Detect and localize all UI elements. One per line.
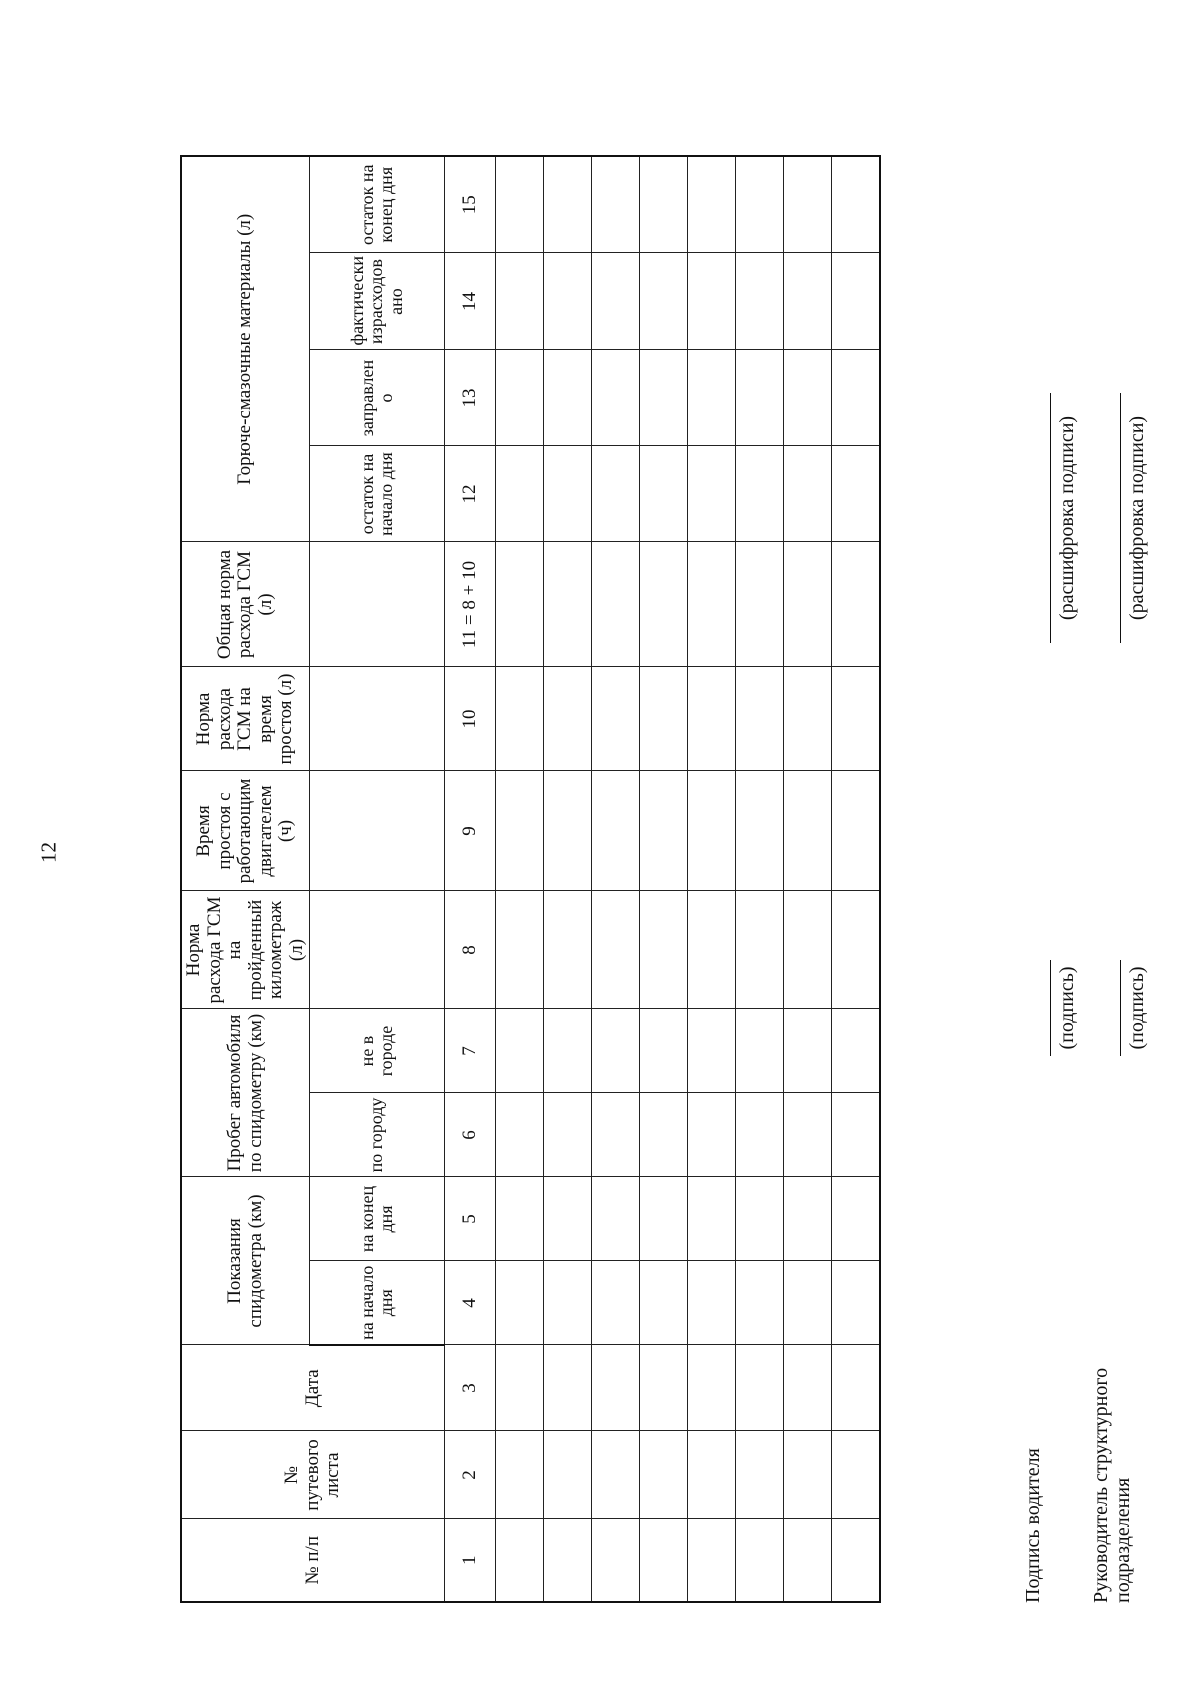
table-cell[interactable] xyxy=(736,350,784,446)
header-odometer: Показания спидометра (км) xyxy=(181,1177,310,1345)
table-cell[interactable] xyxy=(736,253,784,350)
head-decoding-caption: (расшифровка подписи) xyxy=(1126,415,1148,621)
table-row xyxy=(592,156,640,1602)
table-cell[interactable] xyxy=(640,253,688,350)
table-cell[interactable] xyxy=(736,771,784,891)
column-number: 6 xyxy=(445,1093,496,1177)
table-cell[interactable] xyxy=(736,1177,784,1261)
column-number: 7 xyxy=(445,1009,496,1093)
table-body xyxy=(445,156,881,1602)
table-cell[interactable] xyxy=(544,350,592,446)
fuel-log-table xyxy=(180,155,881,1603)
column-number: 1 xyxy=(445,1519,496,1602)
table-row xyxy=(688,156,736,1602)
table-cell[interactable] xyxy=(640,542,688,667)
table-cell[interactable] xyxy=(784,1093,832,1177)
table-cell[interactable] xyxy=(592,1093,640,1177)
table-cell[interactable] xyxy=(832,1345,881,1431)
column-number: 11 = 8 + 10 xyxy=(445,542,496,667)
table-cell[interactable] xyxy=(784,350,832,446)
column-number: 14 xyxy=(445,253,496,350)
table-cell[interactable] xyxy=(784,771,832,891)
table-cell[interactable] xyxy=(688,1431,736,1519)
table-cell[interactable] xyxy=(544,891,592,1009)
table-cell[interactable] xyxy=(640,446,688,542)
column-number: 2 xyxy=(445,1431,496,1519)
table-cell[interactable] xyxy=(496,1177,544,1261)
table-cell[interactable] xyxy=(640,1431,688,1519)
table-cell[interactable] xyxy=(784,542,832,667)
head-signature-line[interactable] xyxy=(1120,960,1121,1056)
column-number: 3 xyxy=(445,1345,496,1431)
column-number: 13 xyxy=(445,350,496,446)
table-cell[interactable] xyxy=(736,1345,784,1431)
table-cell[interactable] xyxy=(832,1431,881,1519)
table-cell[interactable] xyxy=(640,1261,688,1345)
table-cell[interactable] xyxy=(496,446,544,542)
table-cell[interactable] xyxy=(736,1519,784,1602)
table-cell[interactable] xyxy=(832,542,881,667)
table-cell[interactable] xyxy=(736,1009,784,1093)
header-mileage: Пробег автомобиля по спидометру (км) xyxy=(181,1009,310,1177)
header-fuel-start: остаток на начало дня xyxy=(310,446,445,542)
column-number: 12 xyxy=(445,446,496,542)
table-cell[interactable] xyxy=(832,891,881,1009)
column-number: 15 xyxy=(445,156,496,253)
table-cell[interactable] xyxy=(784,253,832,350)
table-cell[interactable] xyxy=(544,1519,592,1602)
table-cell[interactable] xyxy=(688,446,736,542)
table-cell[interactable] xyxy=(784,446,832,542)
table-cell[interactable] xyxy=(736,446,784,542)
table-row xyxy=(640,156,688,1602)
table-cell[interactable] xyxy=(832,1177,881,1261)
table-cell[interactable] xyxy=(496,253,544,350)
table-cell[interactable] xyxy=(784,1177,832,1261)
header-fuel-end: остаток на конец дня xyxy=(310,156,445,253)
table-cell[interactable] xyxy=(592,350,640,446)
table-cell[interactable] xyxy=(832,1261,881,1345)
header-odometer-end: на конец дня xyxy=(310,1177,445,1261)
header-mileage-outside: не в городе xyxy=(310,1009,445,1093)
table-cell[interactable] xyxy=(640,350,688,446)
table-cell[interactable] xyxy=(544,1261,592,1345)
table-cell[interactable] xyxy=(592,1009,640,1093)
table-cell[interactable] xyxy=(736,1261,784,1345)
table-cell[interactable] xyxy=(592,1177,640,1261)
table-cell[interactable] xyxy=(688,1009,736,1093)
table-cell[interactable] xyxy=(688,1261,736,1345)
header-total-norm: Общая норма расхода ГСМ (л) xyxy=(181,542,310,667)
header-mileage-city: по городу xyxy=(310,1093,445,1177)
table-cell[interactable] xyxy=(640,1009,688,1093)
header-norm-km: Норма расхода ГСМ на пройденный километраж (л) xyxy=(181,891,310,1009)
table-cell[interactable] xyxy=(784,1519,832,1602)
table-cell[interactable] xyxy=(784,156,832,253)
table-cell[interactable] xyxy=(640,1519,688,1602)
table-cell[interactable] xyxy=(592,253,640,350)
table-row xyxy=(496,156,544,1602)
table-cell[interactable] xyxy=(592,667,640,771)
table-cell[interactable] xyxy=(688,350,736,446)
table-cell[interactable] xyxy=(688,891,736,1009)
driver-signature-label: Подпись водителя xyxy=(1022,1448,1044,1603)
table-cell[interactable] xyxy=(640,156,688,253)
table-cell[interactable] xyxy=(592,542,640,667)
table-cell[interactable] xyxy=(496,1261,544,1345)
column-number-row xyxy=(445,156,496,1602)
driver-signature-caption: (подпись) xyxy=(1056,966,1078,1050)
head-signature-caption: (подпись) xyxy=(1126,966,1148,1050)
table-cell[interactable] xyxy=(592,891,640,1009)
head-signature-label: Руководитель структурного подразделения xyxy=(1090,1367,1134,1603)
table-cell[interactable] xyxy=(688,542,736,667)
header-num: № п/п xyxy=(181,1519,445,1602)
driver-signature-line[interactable] xyxy=(1050,960,1051,1056)
table-cell[interactable] xyxy=(544,667,592,771)
driver-decoding-caption: (расшифровка подписи) xyxy=(1056,415,1078,621)
table-cell[interactable] xyxy=(688,1177,736,1261)
table-cell[interactable] xyxy=(640,771,688,891)
table-cell[interactable] xyxy=(688,667,736,771)
column-number: 9 xyxy=(445,771,496,891)
table-cell[interactable] xyxy=(592,1261,640,1345)
table-cell[interactable] xyxy=(832,1009,881,1093)
header-fuel: Горюче-смазочные материалы (л) xyxy=(181,156,310,542)
table-cell[interactable] xyxy=(496,891,544,1009)
table-cell[interactable] xyxy=(832,1093,881,1177)
table-cell[interactable] xyxy=(496,1345,544,1431)
rotated-sheet xyxy=(90,118,1200,1648)
table-cell[interactable] xyxy=(832,350,881,446)
table-cell[interactable] xyxy=(496,1431,544,1519)
header-waybill: № путевого листа xyxy=(181,1431,445,1519)
column-number: 8 xyxy=(445,891,496,1009)
table-cell[interactable] xyxy=(496,1009,544,1093)
table-cell[interactable] xyxy=(496,667,544,771)
table-cell[interactable] xyxy=(496,156,544,253)
table-cell[interactable] xyxy=(544,1009,592,1093)
table-cell[interactable] xyxy=(640,1177,688,1261)
table-cell[interactable] xyxy=(544,156,592,253)
table-cell[interactable] xyxy=(544,446,592,542)
table-cell[interactable] xyxy=(640,667,688,771)
table-cell[interactable] xyxy=(640,1093,688,1177)
header-date: Дата xyxy=(181,1345,445,1431)
header-idle-time-empty xyxy=(310,771,445,891)
table-cell[interactable] xyxy=(496,1093,544,1177)
table-cell[interactable] xyxy=(736,891,784,1009)
header-norm-idle: Норма расхода ГСМ на время простоя (л) xyxy=(181,667,310,771)
header-norm-km-empty xyxy=(310,891,445,1009)
table-cell[interactable] xyxy=(544,1345,592,1431)
table-cell[interactable] xyxy=(688,771,736,891)
table-cell[interactable] xyxy=(592,771,640,891)
table-cell[interactable] xyxy=(544,771,592,891)
table-cell[interactable] xyxy=(688,253,736,350)
table-cell[interactable] xyxy=(688,1519,736,1602)
header-total-norm-empty xyxy=(310,542,445,667)
table-cell[interactable] xyxy=(784,1431,832,1519)
table-cell[interactable] xyxy=(544,253,592,350)
table-cell[interactable] xyxy=(592,1345,640,1431)
header-odometer-start: на начало дня xyxy=(310,1261,445,1345)
table-cell[interactable] xyxy=(592,1519,640,1602)
header-fuel-used: фактически израсходов ано xyxy=(310,253,445,350)
driver-decoding-line[interactable] xyxy=(1050,393,1051,643)
table-cell[interactable] xyxy=(832,446,881,542)
table-cell[interactable] xyxy=(544,1093,592,1177)
table-row xyxy=(784,156,832,1602)
table-cell[interactable] xyxy=(544,1177,592,1261)
table-cell[interactable] xyxy=(496,350,544,446)
table-cell[interactable] xyxy=(688,1345,736,1431)
table-cell[interactable] xyxy=(784,667,832,771)
table-cell[interactable] xyxy=(592,1431,640,1519)
table-cell[interactable] xyxy=(832,667,881,771)
table-cell[interactable] xyxy=(832,253,881,350)
table-row xyxy=(832,156,881,1602)
table-cell[interactable] xyxy=(496,542,544,667)
page-number: 12 xyxy=(36,842,61,863)
table-cell[interactable] xyxy=(736,542,784,667)
column-number: 4 xyxy=(445,1261,496,1345)
table-cell[interactable] xyxy=(640,891,688,1009)
header-fuel-filled: заправлен о xyxy=(310,350,445,446)
header-norm-idle-empty xyxy=(310,667,445,771)
table-cell[interactable] xyxy=(544,542,592,667)
table-cell[interactable] xyxy=(496,771,544,891)
head-decoding-line[interactable] xyxy=(1120,393,1121,643)
table-cell[interactable] xyxy=(496,1519,544,1602)
table-cell[interactable] xyxy=(688,1093,736,1177)
table-cell[interactable] xyxy=(544,1431,592,1519)
table-cell[interactable] xyxy=(640,1345,688,1431)
column-number: 5 xyxy=(445,1177,496,1261)
table-cell[interactable] xyxy=(832,771,881,891)
table-cell[interactable] xyxy=(592,156,640,253)
table-cell[interactable] xyxy=(736,156,784,253)
table-cell[interactable] xyxy=(736,1431,784,1519)
table-cell[interactable] xyxy=(832,156,881,253)
table-cell[interactable] xyxy=(688,156,736,253)
table-row xyxy=(544,156,592,1602)
table-row xyxy=(736,156,784,1602)
table-cell[interactable] xyxy=(736,667,784,771)
table-cell[interactable] xyxy=(784,1345,832,1431)
table-cell[interactable] xyxy=(832,1519,881,1602)
table-cell[interactable] xyxy=(784,1261,832,1345)
table-cell[interactable] xyxy=(736,1093,784,1177)
table-cell[interactable] xyxy=(784,891,832,1009)
header-idle-time: Время простоя с работающим двигателем (ч) xyxy=(181,771,310,891)
table-cell[interactable] xyxy=(784,1009,832,1093)
table-cell[interactable] xyxy=(592,446,640,542)
column-number: 10 xyxy=(445,667,496,771)
